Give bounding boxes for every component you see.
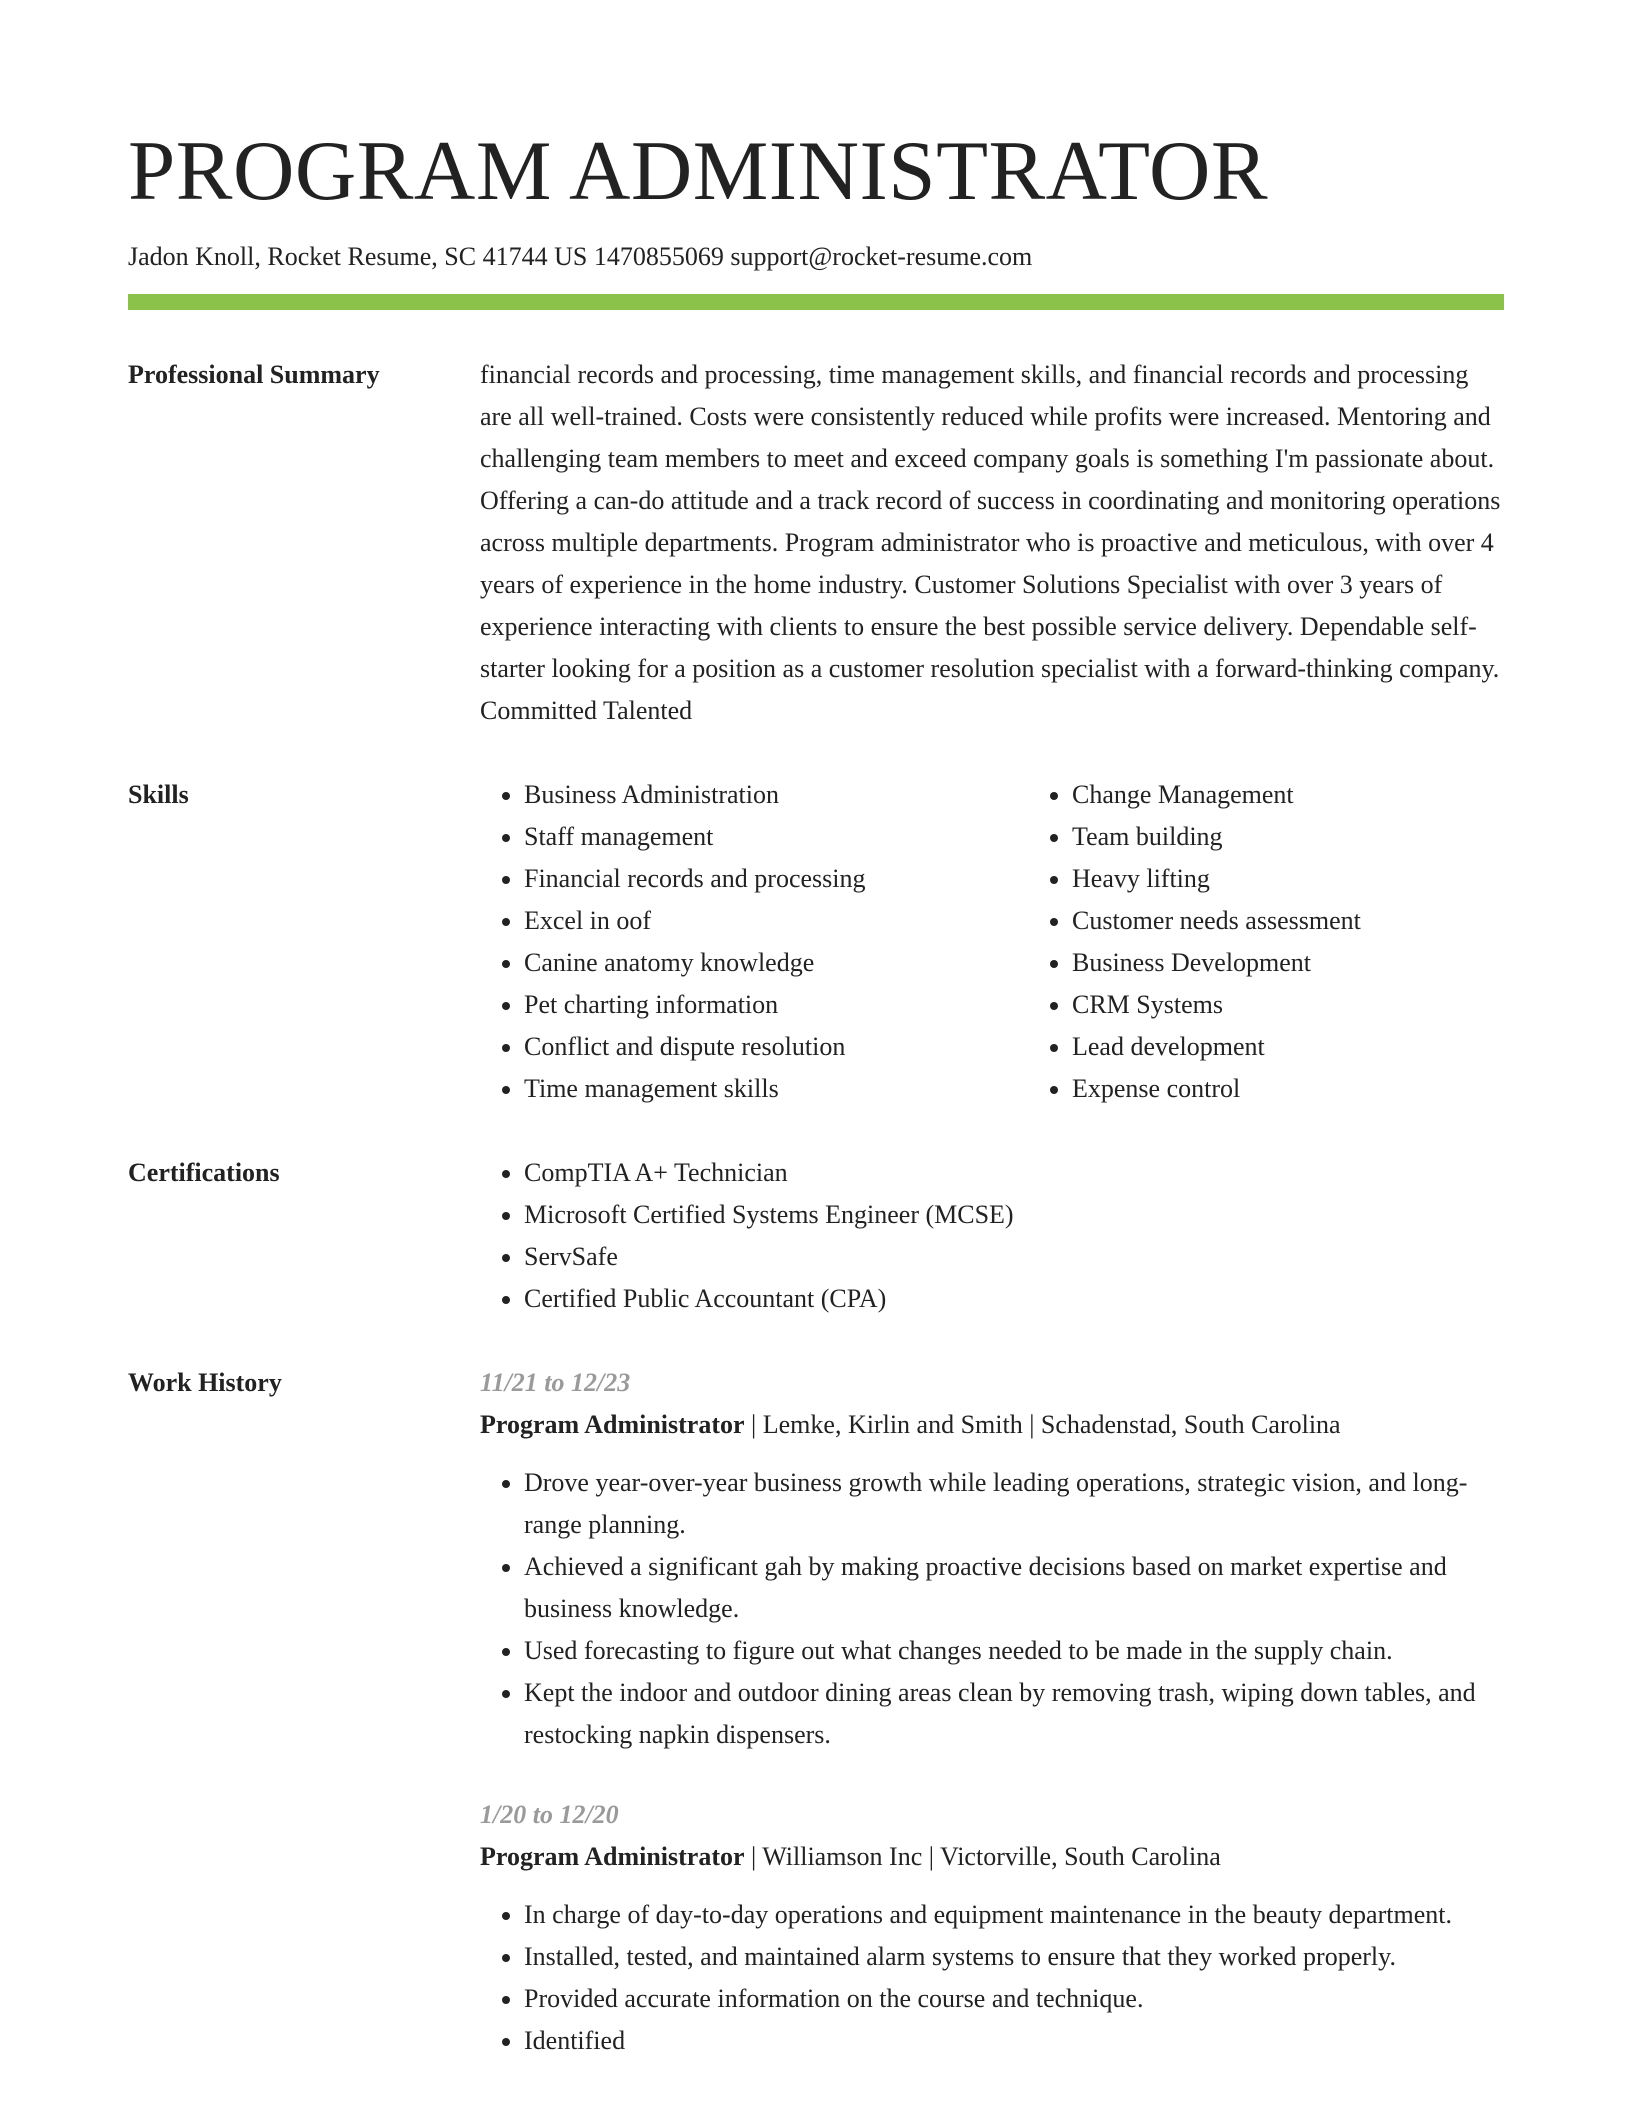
skill-item: • Staff management bbox=[524, 816, 1028, 858]
job-title: Program Administrator bbox=[480, 1842, 745, 1871]
skill-item: • Canine anatomy knowledge bbox=[524, 942, 1028, 984]
certifications-heading: Certifications bbox=[128, 1158, 280, 1187]
work-history-section bbox=[128, 1368, 1504, 2100]
skills-section bbox=[128, 780, 1504, 1110]
job-title: Program Administrator bbox=[480, 1410, 745, 1439]
job-bullet: • Drove year-over-year business growth while leading operations, strategic vision, and long-range planning. bbox=[524, 1462, 1504, 1546]
job-bullets bbox=[480, 1894, 1504, 2062]
job-bullet: • Achieved a significant gah by making proactive decisions based on market expertise and business knowledge. bbox=[524, 1546, 1504, 1630]
job-header bbox=[480, 1404, 1504, 1446]
job-bullet: • Provided accurate information on the course and technique. bbox=[524, 1978, 1504, 2020]
skill-item: • Conflict and dispute resolution bbox=[524, 1026, 1028, 1068]
job-details: | Williamson Inc | Victorville, South Carolina bbox=[744, 1842, 1221, 1871]
skill-item: • CRM Systems bbox=[1072, 984, 1576, 1026]
skill-item: • Customer needs assessment bbox=[1072, 900, 1576, 942]
job-bullets bbox=[480, 1462, 1504, 1756]
certification-item: • Microsoft Certified Systems Engineer (MCSE) bbox=[524, 1194, 1504, 1236]
job-bullet: • Kept the indoor and outdoor dining areas clean by removing trash, wiping down tables, and restocking napkin dispensers. bbox=[524, 1672, 1504, 1756]
contact-line bbox=[128, 240, 1504, 274]
job-dates: 11/21 to 12/23 bbox=[480, 1368, 631, 1397]
job-entry bbox=[480, 1794, 1504, 2062]
accent-divider bbox=[128, 294, 1504, 310]
skills-list-right bbox=[1028, 774, 1576, 1110]
job-bullet: • Installed, tested, and maintained alarm systems to ensure that they worked properly. bbox=[524, 1936, 1504, 1978]
certifications-section bbox=[128, 1158, 1504, 1320]
contact-phone: 1470855069 bbox=[593, 242, 724, 271]
job-details: | Lemke, Kirlin and Smith | Schadenstad, South Carolina bbox=[744, 1410, 1341, 1439]
summary-text: financial records and processing, time management skills, and financial records and processing are all well-trained. Costs were consistently reduced while profits were increased. Mentoring and challenging team members to meet and exceed company goals is something I'm passionate about. Offering a can-do attitude and a track record of success in coordinating and monitoring operations across multiple departments. Program administrator who is proactive and meticulous, with over 4 years of experience in the home industry. Customer Solutions Specialist with over 3 years of experience interacting with clients to ensure the best possible service delivery. Dependable self-starter looking for a position as a customer resolution specialist with a forward-thinking company. Committed Talented bbox=[480, 360, 1501, 725]
skill-item: • Pet charting information bbox=[524, 984, 1028, 1026]
skill-item: • Excel in oof bbox=[524, 900, 1028, 942]
certifications-list bbox=[480, 1152, 1504, 1320]
skill-item: • Change Management bbox=[1072, 774, 1576, 816]
job-header bbox=[480, 1836, 1504, 1878]
job-bullet: • Used forecasting to figure out what changes needed to be made in the supply chain. bbox=[524, 1630, 1504, 1672]
certification-item: • Certified Public Accountant (CPA) bbox=[524, 1278, 1504, 1320]
job-bullet: • Identified bbox=[524, 2020, 1504, 2062]
resume-title: PROGRAM ADMINISTRATOR bbox=[128, 124, 1269, 218]
summary-heading: Professional Summary bbox=[128, 360, 380, 389]
work-history-heading: Work History bbox=[128, 1368, 282, 1397]
skill-item: • Business Administration bbox=[524, 774, 1028, 816]
skill-item: • Time management skills bbox=[524, 1068, 1028, 1110]
job-bullet: • In charge of day-to-day operations and equipment maintenance in the beauty department. bbox=[524, 1894, 1504, 1936]
skills-heading: Skills bbox=[128, 780, 189, 809]
summary-section bbox=[128, 360, 1504, 732]
skill-item: • Financial records and processing bbox=[524, 858, 1028, 900]
contact-person: Jadon Knoll, Rocket Resume, SC 41744 US bbox=[128, 242, 588, 271]
skill-item: • Team building bbox=[1072, 816, 1576, 858]
job-dates: 1/20 to 12/20 bbox=[480, 1800, 619, 1829]
skill-item: • Heavy lifting bbox=[1072, 858, 1576, 900]
skill-item: • Business Development bbox=[1072, 942, 1576, 984]
contact-email: support@rocket-resume.com bbox=[730, 242, 1033, 271]
skill-item: • Lead development bbox=[1072, 1026, 1576, 1068]
certification-item: • ServSafe bbox=[524, 1236, 1504, 1278]
skill-item: • Expense control bbox=[1072, 1068, 1576, 1110]
job-entry bbox=[480, 1362, 1504, 1756]
certification-item: • CompTIA A+ Technician bbox=[524, 1152, 1504, 1194]
skills-list-left bbox=[480, 774, 1028, 1110]
